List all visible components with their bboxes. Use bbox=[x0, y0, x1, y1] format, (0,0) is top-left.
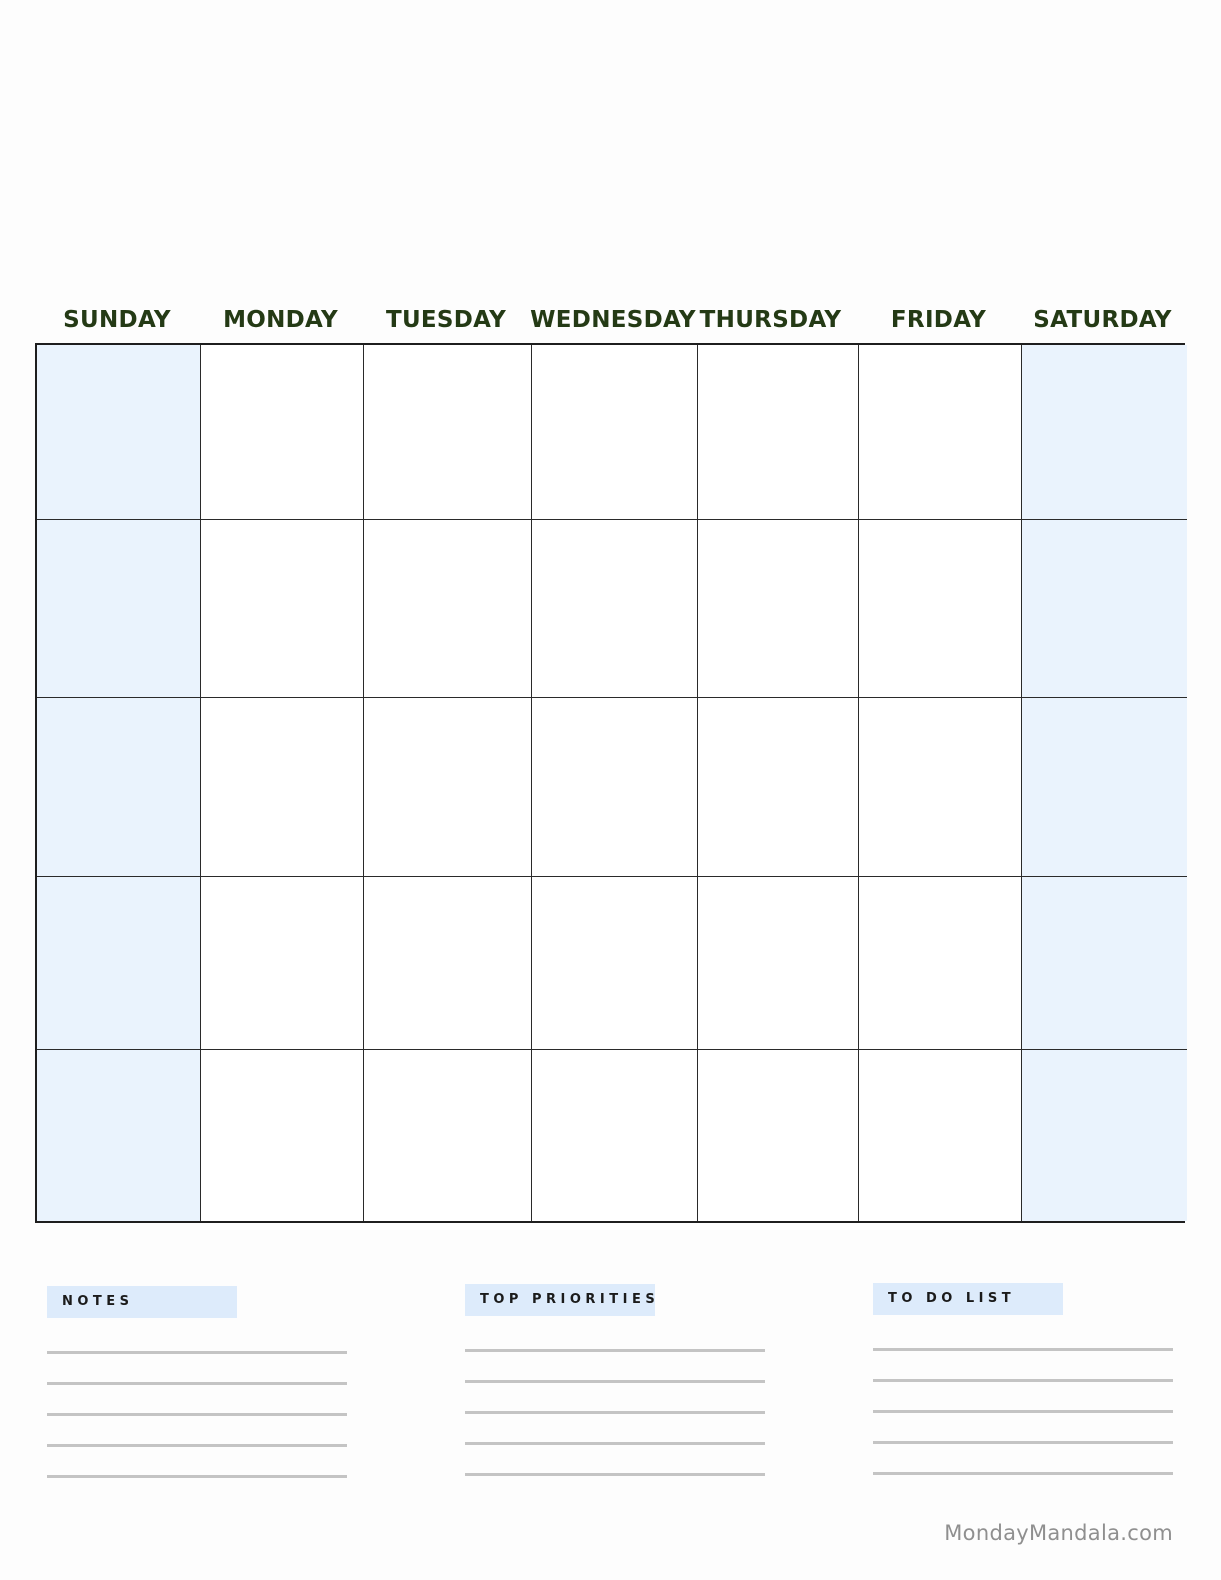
writing-line bbox=[465, 1442, 765, 1445]
day-cell bbox=[859, 698, 1022, 877]
day-cell bbox=[37, 1050, 201, 1221]
day-cell bbox=[532, 877, 698, 1050]
writing-line bbox=[465, 1473, 765, 1476]
day-cell bbox=[1022, 1050, 1187, 1221]
day-cell bbox=[698, 698, 859, 877]
day-cell bbox=[37, 877, 201, 1050]
calendar-grid bbox=[35, 343, 1185, 1223]
writing-line bbox=[47, 1444, 347, 1447]
top-priorities-label: TOP PRIORITIES bbox=[465, 1284, 655, 1316]
writing-line bbox=[47, 1382, 347, 1385]
writing-line bbox=[465, 1380, 765, 1383]
day-cell bbox=[698, 877, 859, 1050]
day-cell bbox=[364, 520, 532, 698]
day-cell bbox=[201, 877, 364, 1050]
writing-line bbox=[873, 1410, 1173, 1413]
day-cell bbox=[1022, 877, 1187, 1050]
day-cell bbox=[859, 877, 1022, 1050]
day-cell bbox=[1022, 520, 1187, 698]
watermark: MondayMandala.com bbox=[944, 1521, 1173, 1545]
day-cell bbox=[364, 1050, 532, 1221]
day-cell bbox=[201, 1050, 364, 1221]
day-header-wednesday: WEDNESDAY bbox=[530, 307, 696, 333]
day-header-thursday: THURSDAY bbox=[699, 307, 842, 333]
writing-line bbox=[465, 1411, 765, 1414]
day-header-monday: MONDAY bbox=[223, 307, 338, 333]
writing-line bbox=[465, 1349, 765, 1352]
day-cell bbox=[201, 520, 364, 698]
writing-line bbox=[873, 1379, 1173, 1382]
day-cell bbox=[37, 698, 201, 877]
day-header-row bbox=[35, 300, 1185, 340]
writing-line bbox=[47, 1413, 347, 1416]
day-cell bbox=[532, 698, 698, 877]
writing-line bbox=[873, 1348, 1173, 1351]
day-cell bbox=[364, 345, 532, 520]
day-cell bbox=[37, 345, 201, 520]
to-do-list-label: TO DO LIST bbox=[873, 1283, 1063, 1315]
day-cell bbox=[201, 345, 364, 520]
day-cell bbox=[37, 520, 201, 698]
day-cell bbox=[532, 1050, 698, 1221]
day-cell bbox=[364, 698, 532, 877]
notes-label: NOTES bbox=[47, 1286, 237, 1318]
day-cell bbox=[364, 877, 532, 1050]
day-header-sunday: SUNDAY bbox=[63, 307, 171, 333]
writing-line bbox=[873, 1441, 1173, 1444]
day-cell bbox=[1022, 345, 1187, 520]
day-cell bbox=[698, 520, 859, 698]
day-cell bbox=[859, 1050, 1022, 1221]
day-header-friday: FRIDAY bbox=[890, 307, 987, 333]
writing-line bbox=[873, 1472, 1173, 1475]
day-cell bbox=[1022, 698, 1187, 877]
day-cell bbox=[859, 345, 1022, 520]
day-header-tuesday: TUESDAY bbox=[385, 307, 507, 333]
writing-line bbox=[47, 1475, 347, 1478]
day-header-saturday: SATURDAY bbox=[1033, 307, 1172, 333]
writing-line bbox=[47, 1351, 347, 1354]
day-cell bbox=[698, 345, 859, 520]
day-cell bbox=[201, 698, 364, 877]
day-cell bbox=[859, 520, 1022, 698]
day-cell bbox=[532, 520, 698, 698]
day-cell bbox=[532, 345, 698, 520]
day-cell bbox=[698, 1050, 859, 1221]
